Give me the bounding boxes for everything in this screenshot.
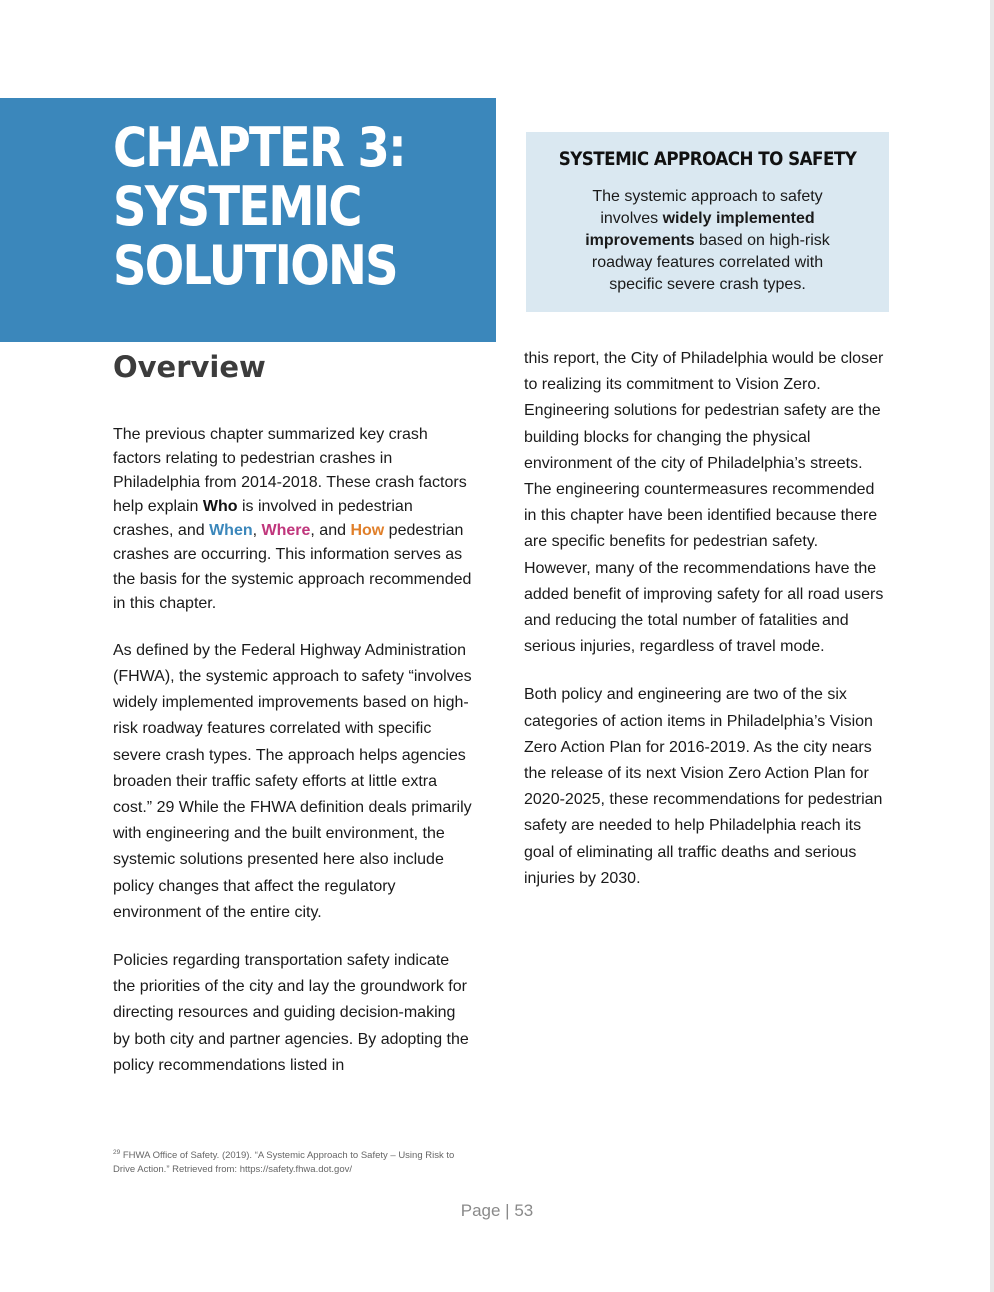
callout-body-text-1: The systemic approach to safety involves	[592, 188, 823, 227]
right-column	[524, 346, 884, 892]
how-keyword: How	[350, 522, 385, 540]
p1-text-2: is involved in pedestrian crashes, and	[113, 498, 413, 540]
p1-text-5: pedestrian crashes are occurring. This information serves as the basis for the systemic approach recommended in this chapter.	[113, 522, 472, 612]
left-column	[113, 423, 473, 1079]
footnote-text: FHWA Office of Safety. (2019). “A Systemic Approach to Safety – Using Risk to Drive Action.” Retrieved from: https://safety.fhwa.dot.gov/	[113, 1150, 455, 1176]
left-paragraph-2: As defined by the Federal Highway Administration (FHWA), the systemic approach to safety “involves widely implemented improvements based on high-risk roadway features correlated with specific severe crash types. The approach helps agencies broaden their traffic safety efforts at little extra cost.” 29 While the FHWA definition deals primarily with engineering and the built environment, the systemic solutions presented here also include policy changes that affect the regulatory environment of the entire city.	[113, 641, 472, 921]
left-paragraph-1	[113, 423, 473, 616]
right-paragraph-1: this report, the City of Philadelphia would be closer to realizing its commitment to Vision Zero. Engineering solutions for pedestrian safety are the building blocks for changing the physical environment of the city of Philadelphia’s streets. The engineering countermeasures recommended in this chapter have been identified because there are specific benefits for pedestrian safety. However, many of the recommendations have the added benefit of improving safety for all road users and reducing the total number of fatalities and serious injuries, regardless of travel mode.	[524, 350, 884, 656]
where-keyword: Where	[261, 522, 311, 540]
callout-box	[526, 132, 889, 312]
page-edge-shadow	[990, 0, 994, 1292]
chapter-title-line-3: SOLUTIONS	[113, 234, 397, 297]
callout-body-text-2: based on high-risk roadway features correlated with specific severe crash types.	[591, 232, 830, 293]
when-keyword: When	[209, 522, 253, 540]
chapter-title	[113, 118, 440, 295]
chapter-title-line-1: CHAPTER 3:	[113, 116, 405, 179]
footnote-number: 29	[113, 1149, 121, 1156]
p1-text-4: , and	[310, 522, 351, 540]
page-number: Page | 53	[460, 1201, 534, 1220]
right-paragraph-2: Both policy and engineering are two of the six categories of action items in Philadelphia’s Vision Zero Action Plan for 2016-2019. As the city nears the release of its next Vision Zero Action Plan for 2020-2025, these recommendations for pedestrian safety are needed to help Philadelphia reach its goal of eliminating all traffic deaths and serious injuries by 2030.	[524, 686, 883, 887]
callout-body-bold: widely implemented improvements	[585, 210, 815, 249]
left-paragraph-3: Policies regarding transportation safety indicate the priorities of the city and lay the groundwork for directing resources and guiding decision-making by both city and partner agencies. By adopting the policy recommendations listed in	[113, 951, 469, 1074]
callout-title: SYSTEMIC APPROACH TO SAFETY	[558, 148, 857, 170]
footnote	[113, 1146, 473, 1177]
p1-text-1: The previous chapter summarized key crash factors relating to pedestrian crashes in Philadelphia from 2014-2018. These crash factors help explain	[113, 426, 467, 516]
callout-body	[573, 186, 843, 296]
who-keyword: Who	[202, 498, 238, 516]
p1-text-3: ,	[252, 522, 262, 540]
chapter-title-line-2: SYSTEMIC	[113, 175, 361, 238]
overview-heading: Overview	[113, 350, 266, 384]
